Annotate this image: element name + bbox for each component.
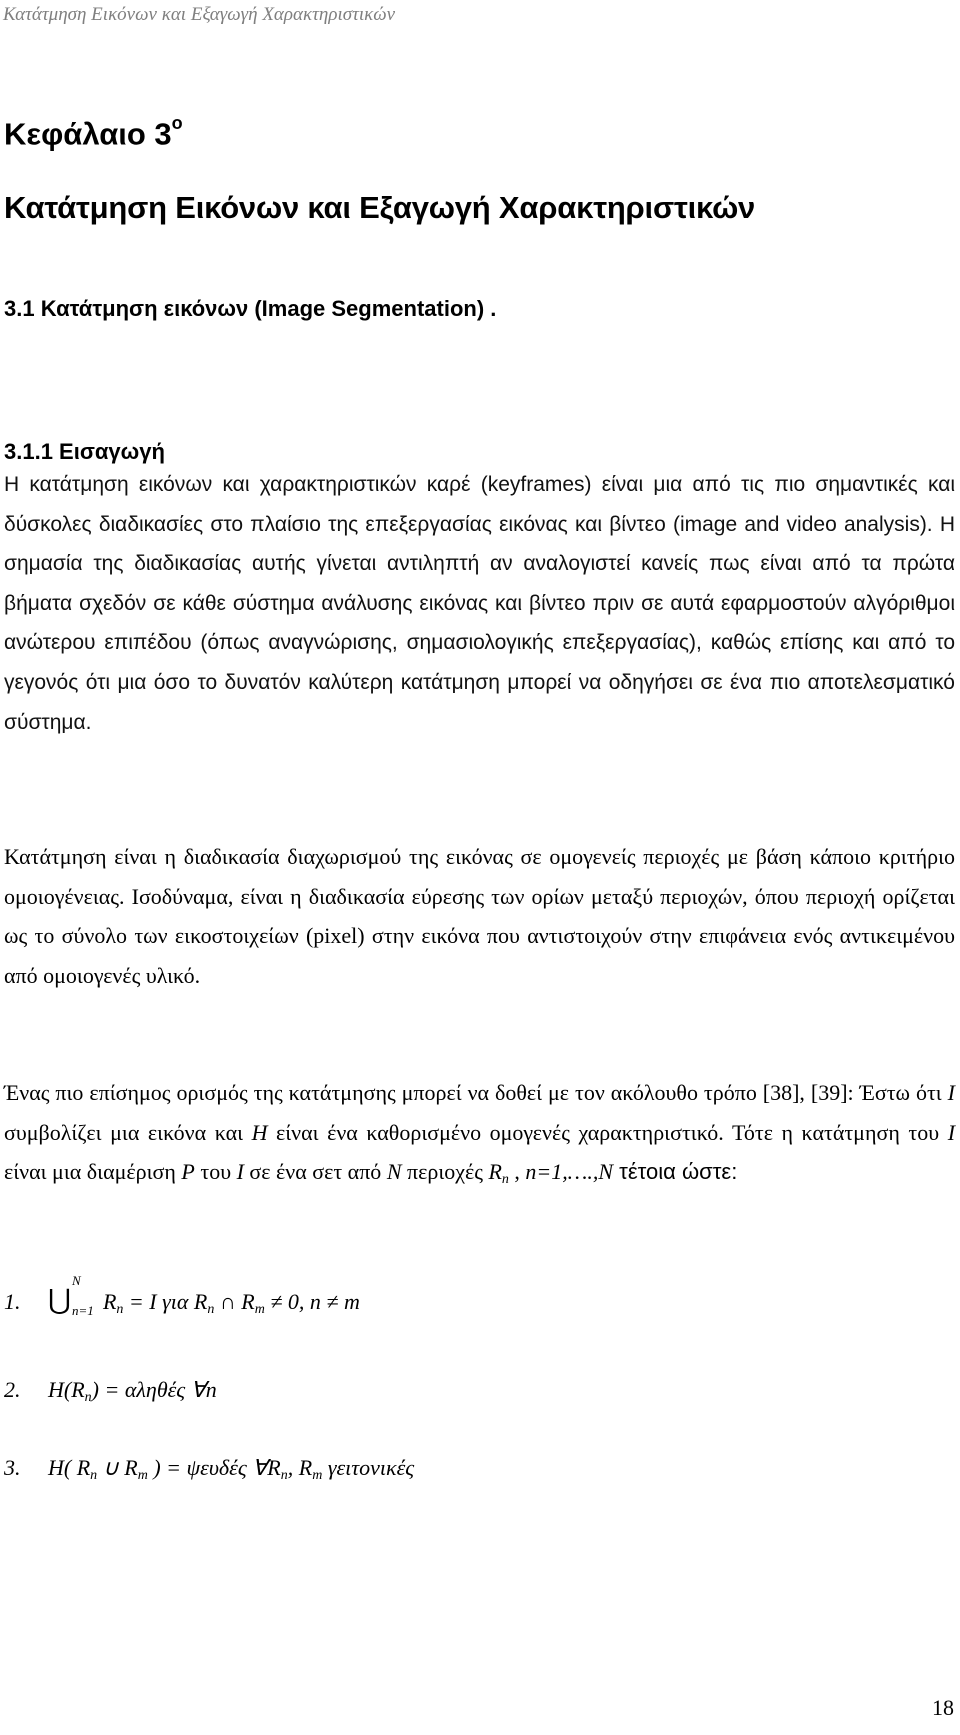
symbol-homogeneity: H: [251, 1119, 268, 1145]
subscript: m: [137, 1468, 148, 1483]
condition-1: [4, 1273, 360, 1318]
condition-number: 2.: [4, 1377, 21, 1402]
condition-number: 3.: [4, 1455, 21, 1480]
subscript: n: [280, 1468, 288, 1483]
symbol-image: I: [947, 1119, 956, 1145]
subsection-heading: 3.1.1 Εισαγωγή: [4, 439, 165, 464]
section-heading: 3.1 Κατάτμηση εικόνων (Image Segmentation) .: [4, 296, 497, 321]
subscript: n: [84, 1390, 92, 1405]
condition-expression: = I για R: [123, 1289, 208, 1314]
condition-2: [4, 1377, 217, 1406]
subscript: m: [312, 1468, 323, 1483]
condition-expression: R: [102, 1289, 117, 1314]
condition-number: 1.: [4, 1289, 21, 1314]
condition-expression: ∪ R: [97, 1455, 138, 1480]
text-run: περιοχές: [401, 1159, 489, 1185]
paragraph-introduction: Η κατάτμηση εικόνων και χαρακτηριστικών καρέ (keyframes) είναι μια από τις πιο σημαντικές και δύσκολες διαδικασίες στο πλαίσιο της επεξεργασίας εικόνας και βίντεο (image and video analysis). Η σημασία της διαδικασίας αυτής γίνεται αντιληπτή αν αναλογιστεί κανείς πως είναι από τα πρώτα βήματα σχεδόν σε κάθε σύστημα ανάλυσης εικόνας και βίντεο πριν σε αυτά εφαρμοστούν αλγόριθμοι ανώτερου επιπέδου (όπως αναγνώρισης, σημασιολογικής επεξεργασίας), καθώς επίσης και από το γεγονός ότι μια όσο το δυνατόν καλύτερη κατάτμηση μπορεί να οδηγήσει σε ένα πιο αποτελεσματικό σύστημα.: [4, 473, 955, 734]
union-operator: ⋃ N n=1: [48, 1273, 94, 1318]
symbol-image: I: [236, 1159, 244, 1185]
condition-expression: ) = ψευδές ∀R: [147, 1455, 281, 1480]
text-run: είναι ένα καθορισμένο ομογενές χαρακτηριστικό. Τότε η κατάτμηση του: [267, 1119, 948, 1145]
condition-expression: H( R: [48, 1455, 91, 1480]
symbol-region-subscript: n: [501, 1172, 509, 1188]
symbol-count: N: [386, 1159, 402, 1185]
union-upper-bound: N: [72, 1273, 81, 1288]
chapter-ordinal-superscript: ο: [171, 113, 183, 133]
page-number: 18: [932, 1695, 954, 1720]
symbol-image: I: [947, 1080, 955, 1105]
paragraph-formal-definition: [4, 1073, 955, 1200]
paragraph-definition: Κατάτμηση είναι η διαδικασία διαχωρισμού της εικόνας σε ομογενείς περιοχές με βάση κάποιο κριτήριο ομοιογένειας. Ισοδύναμα, είναι η διαδικασία εύρεσης των ορίων μεταξύ περιοχών, όπου περιοχή ορίζεται ως το σύνολο των εικοστοιχείων (pixel) στην εικόνα που αντιστοιχούν στην επιφάνεια ενός αντικειμένου από ομοιογενές υλικό.: [4, 844, 955, 988]
union-lower-bound: n=1: [72, 1303, 94, 1318]
condition-expression: ) = αληθές ∀n: [91, 1377, 217, 1402]
text-run: ,: [508, 1159, 526, 1185]
text-run: τέτοια ώστε:: [613, 1159, 738, 1185]
chapter-label: [4, 113, 183, 152]
text-run: του: [194, 1159, 237, 1185]
chapter-label-text: Κεφάλαιο 3: [4, 116, 172, 152]
running-header: Κατάτμηση Εικόνων και Εξαγωγή Χαρακτηριστικών: [3, 4, 395, 25]
condition-expression: γειτονικές: [322, 1455, 415, 1480]
condition-expression: ∩ R: [214, 1289, 255, 1314]
subscript: n: [207, 1302, 215, 1317]
text-run: συμβολίζει μια εικόνα και: [4, 1119, 252, 1145]
condition-expression: ≠ 0, n ≠ m: [264, 1289, 360, 1314]
subscript: m: [254, 1302, 265, 1317]
text-run: είναι μια διαμέριση: [4, 1159, 182, 1185]
condition-3: [4, 1455, 414, 1484]
symbol-partition: P: [181, 1159, 195, 1185]
index-range: n=1,….,N: [525, 1159, 614, 1185]
condition-expression: , R: [287, 1455, 313, 1480]
text-run: Ένας πιο επίσημος ορισμός της κατάτμησης μπορεί να δοθεί με τον ακόλουθο τρόπο [38], [39]: Έστω ότι: [4, 1080, 948, 1105]
symbol-region: R: [488, 1159, 502, 1185]
subscript: n: [116, 1302, 124, 1317]
condition-expression: H(R: [48, 1377, 85, 1402]
chapter-title: Κατάτμηση Εικόνων και Εξαγωγή Χαρακτηριστικών: [4, 190, 756, 225]
subscript: n: [90, 1468, 98, 1483]
text-run: σε ένα σετ από: [243, 1159, 387, 1185]
